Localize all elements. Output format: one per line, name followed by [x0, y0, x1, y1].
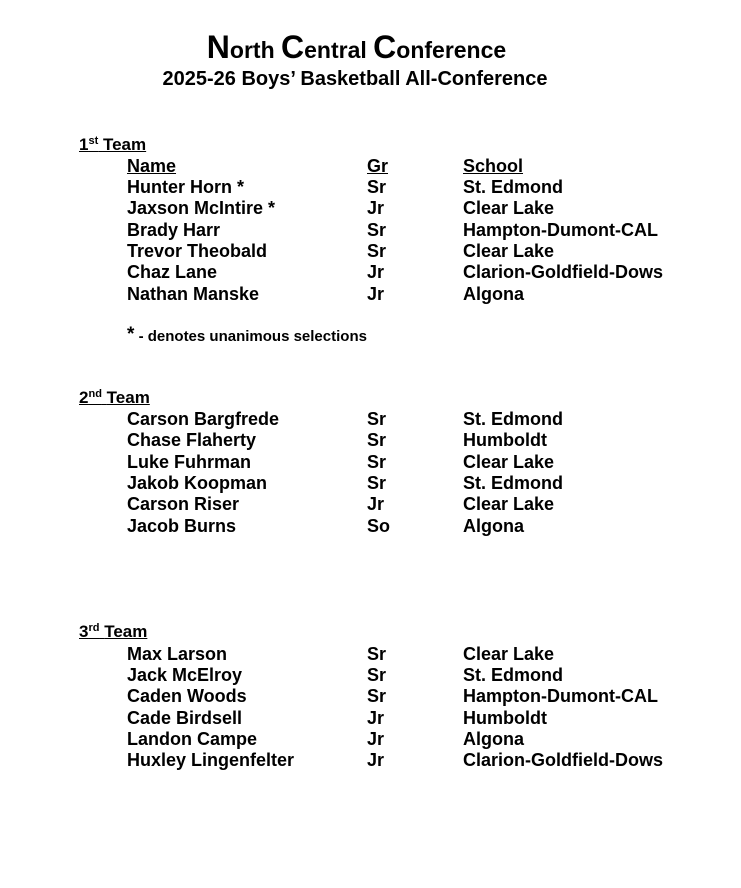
player-name: Landon Campe: [127, 729, 258, 749]
player-name: Huxley Lingenfelter: [127, 750, 295, 770]
player-grade: Sr: [367, 473, 387, 493]
table-row: [0, 409, 741, 430]
unanimous-footnote: * - denotes unanimous selections: [127, 324, 367, 345]
player-grade: Jr: [367, 262, 385, 282]
player-grade: Sr: [367, 430, 387, 450]
player-name: Max Larson: [127, 644, 228, 664]
player-grade: So: [367, 516, 391, 536]
player-school: Clear Lake: [463, 241, 555, 261]
player-name: Carson Bargfrede: [127, 409, 280, 429]
player-school: Clarion-Goldfield-Dows: [463, 262, 663, 282]
team-heading-2nd: 2nd Team: [79, 388, 150, 407]
player-name: Chaz Lane: [127, 262, 218, 282]
player-grade: Sr: [367, 686, 387, 706]
table-row: [0, 686, 741, 707]
player-grade: Sr: [367, 220, 387, 240]
player-grade: Sr: [367, 644, 387, 664]
table-row: [0, 177, 741, 198]
column-header-school: School: [463, 156, 524, 176]
table-row: [0, 494, 741, 515]
player-name: Nathan Manske: [127, 284, 260, 304]
table-row: [0, 262, 741, 283]
table-row: [0, 729, 741, 750]
player-grade: Sr: [367, 177, 387, 197]
table-row: [0, 452, 741, 473]
table-row: [0, 516, 741, 537]
player-school: St. Edmond: [463, 409, 563, 429]
player-school: Clear Lake: [463, 644, 555, 664]
table-row: [0, 644, 741, 665]
conference-title: North Central Conference: [206, 29, 507, 65]
table-row: [0, 220, 741, 241]
table-row: [0, 665, 741, 686]
player-school: Humboldt: [463, 708, 547, 728]
player-school: Hampton-Dumont-CAL: [463, 686, 658, 706]
player-name: Hunter Horn *: [127, 177, 244, 197]
player-school: Clear Lake: [463, 494, 555, 514]
player-school: Clear Lake: [463, 198, 555, 218]
player-grade: Jr: [367, 750, 385, 770]
player-school: St. Edmond: [463, 177, 563, 197]
player-school: Clarion-Goldfield-Dows: [463, 750, 663, 770]
player-name: Jakob Koopman: [127, 473, 268, 493]
player-name: Brady Harr: [127, 220, 221, 240]
player-name: Jack McElroy: [127, 665, 243, 685]
player-school: St. Edmond: [463, 665, 563, 685]
column-header-name: Name: [127, 156, 177, 176]
player-grade: Sr: [367, 241, 387, 261]
player-school: Clear Lake: [463, 452, 555, 472]
player-school: Algona: [463, 516, 524, 536]
player-grade: Jr: [367, 198, 385, 218]
table-row: [0, 708, 741, 729]
column-header-grade: Gr: [367, 156, 389, 176]
team-heading-3rd: 3rd Team: [79, 622, 148, 641]
player-school: Humboldt: [463, 430, 547, 450]
player-school: Algona: [463, 729, 524, 749]
table-row: [0, 750, 741, 771]
player-school: St. Edmond: [463, 473, 563, 493]
player-school: Hampton-Dumont-CAL: [463, 220, 658, 240]
player-grade: Jr: [367, 284, 385, 304]
player-name: Jacob Burns: [127, 516, 237, 536]
table-row: [0, 473, 741, 494]
document-subtitle: 2025-26 Boys’ Basketball All-Conference: [162, 68, 548, 90]
table-row: [0, 241, 741, 262]
table-row: [0, 284, 741, 305]
player-name: Caden Woods: [127, 686, 247, 706]
player-grade: Jr: [367, 708, 385, 728]
player-name: Trevor Theobald: [127, 241, 268, 261]
player-grade: Sr: [367, 665, 387, 685]
player-name: Cade Birdsell: [127, 708, 243, 728]
player-name: Jaxson McIntire *: [127, 198, 276, 218]
table-row: [0, 198, 741, 219]
player-grade: Sr: [367, 452, 387, 472]
team-heading-1st: 1st Team: [79, 135, 147, 154]
table-row: [0, 430, 741, 451]
player-school: Algona: [463, 284, 524, 304]
player-grade: Jr: [367, 729, 385, 749]
player-grade: Jr: [367, 494, 385, 514]
player-name: Carson Riser: [127, 494, 240, 514]
player-name: Luke Fuhrman: [127, 452, 252, 472]
player-grade: Sr: [367, 409, 387, 429]
column-header-row: [0, 156, 741, 177]
player-name: Chase Flaherty: [127, 430, 257, 450]
